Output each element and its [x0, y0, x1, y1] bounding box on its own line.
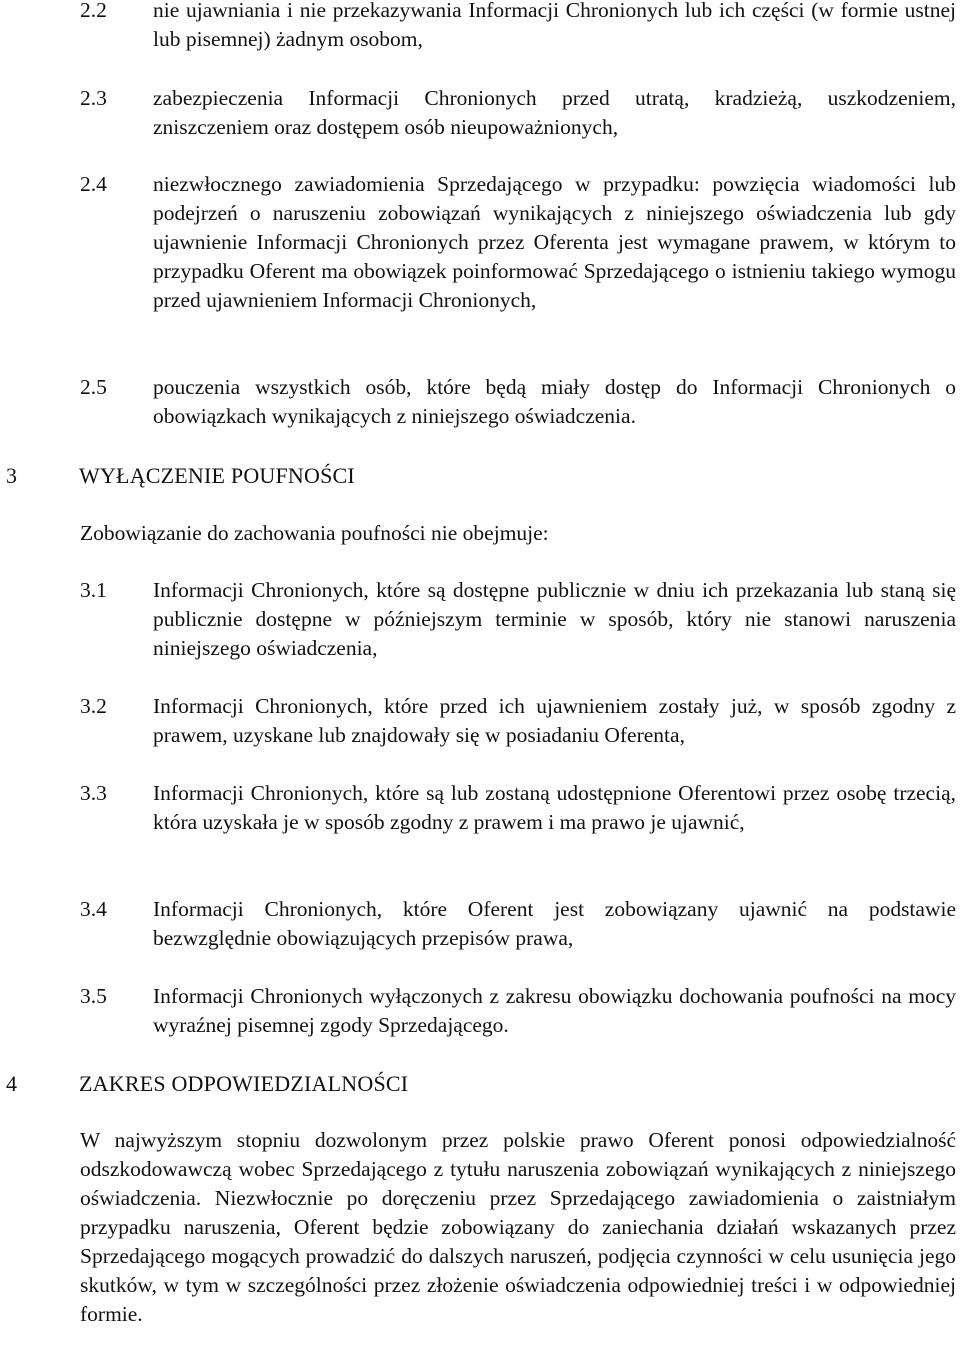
item-text: Informacji Chronionych, które przed ich ujawnieniem zostały już, w sposób zgodny z prawem, uzyskane lub znajdowały się w posiadaniu Oferenta, — [153, 694, 956, 747]
item-text: Informacji Chronionych, które są dostępne publicznie w dniu ich przekazania lub staną się publicznie dostępne w późniejszym terminie w sposób, który nie stanowi naruszenia niniejszego oświadczenia, — [153, 578, 956, 660]
section-number: 4 — [6, 1071, 17, 1096]
section-body: W najwyższym stopniu dozwolonym przez polskie prawo Oferent ponosi odpowiedzialność odszkodowawczą wobec Sprzedającego z tytułu naruszenia zobowiązań wynikających z niniejszego oświadczenia. Niezwłocznie po doręczeniu przez Sprzedającego zawiadomienia o zaistniałym przypadku naruszenia, Oferent będzie zobowiązany do zaniechania działań wskazanych przez Sprzedającego mogących prowadzić do dalszych naruszeń, podjęcia czynności w celu usunięcia jego skutków, w tym w szczególności przez złożenie oświadczenia odpowiedniej treści i w odpowiedniej formie. — [80, 1128, 956, 1326]
item-number: 2.5 — [80, 375, 107, 399]
item-text: zabezpieczenia Informacji Chronionych przed utratą, kradzieżą, uszkodzeniem, zniszczeniem oraz dostępem osób nieupoważnionych, — [153, 86, 956, 139]
item-number: 2.3 — [80, 86, 107, 110]
list-item-2-2 — [80, 0, 956, 54]
item-number: 3.3 — [80, 781, 107, 805]
section-intro: Zobowiązanie do zachowania poufności nie obejmuje: — [80, 521, 549, 545]
list-item-3-4 — [80, 895, 956, 953]
list-item-2-3 — [80, 84, 956, 142]
list-item-3-2 — [80, 692, 956, 750]
item-text: pouczenia wszystkich osób, które będą miały dostęp do Informacji Chronionych o obowiązkach wynikających z niniejszego oświadczenia. — [153, 375, 956, 428]
list-item-3-3 — [80, 779, 956, 837]
section-number: 3 — [6, 463, 17, 488]
item-text: Informacji Chronionych, które Oferent jest zobowiązany ujawnić na podstawie bezwzględnie obowiązujących przepisów prawa, — [153, 897, 956, 950]
item-number: 3.2 — [80, 694, 107, 718]
list-item-3-1 — [80, 576, 956, 663]
list-item-2-4 — [80, 170, 956, 315]
item-number: 2.2 — [80, 0, 107, 22]
item-number: 2.4 — [80, 172, 107, 196]
list-item-3-5 — [80, 982, 956, 1040]
item-number: 3.5 — [80, 984, 107, 1008]
item-text: niezwłocznego zawiadomienia Sprzedającego w przypadku: powzięcia wiadomości lub podejrzeń o naruszeniu zobowiązań wynikających z niniejszego oświadczenia lub gdy ujawnienie Informacji Chronionych przez Oferenta jest wymagane prawem, w którym to przypadku Oferent ma obowiązek poinformować Sprzedającego o istnieniu takiego wymogu przed ujawnieniem Informacji Chronionych, — [153, 172, 956, 312]
item-text: nie ujawniania i nie przekazywania Informacji Chronionych lub ich części (w formie ustnej lub pisemnej) żadnym osobom, — [153, 0, 956, 51]
section-title: WYŁĄCZENIE POUFNOŚCI — [79, 463, 355, 488]
item-number: 3.4 — [80, 897, 107, 921]
section-title: ZAKRES ODPOWIEDZIALNOŚCI — [79, 1071, 409, 1096]
item-text: Informacji Chronionych wyłączonych z zakresu obowiązku dochowania poufności na mocy wyraźnej pisemnej zgody Sprzedającego. — [153, 984, 956, 1037]
item-text: Informacji Chronionych, które są lub zostaną udostępnione Oferentowi przez osobę trzecią, która uzyskała je w sposób zgodny z prawem i ma prawo je ujawnić, — [153, 781, 956, 834]
item-number: 3.1 — [80, 578, 107, 602]
list-item-2-5 — [80, 373, 956, 431]
